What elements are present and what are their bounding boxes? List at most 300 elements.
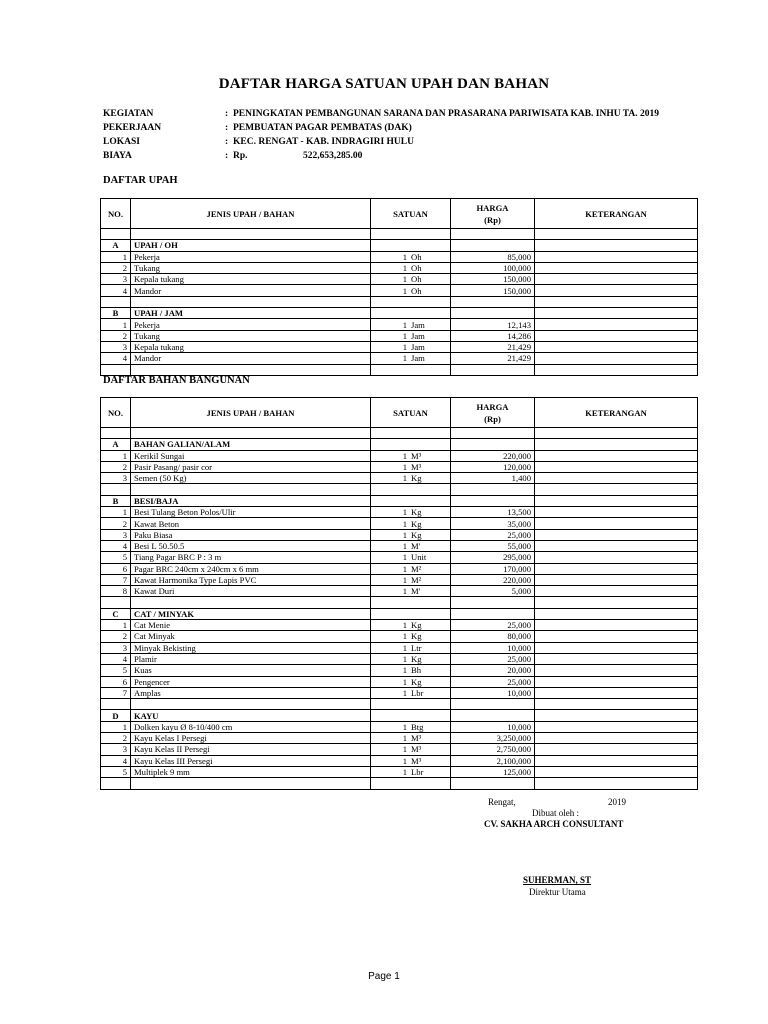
item-no: 5 bbox=[101, 766, 131, 777]
item-name: Tukang bbox=[131, 330, 371, 341]
blank-cell bbox=[101, 229, 131, 240]
blank-cell bbox=[371, 439, 451, 450]
blank-cell bbox=[535, 699, 698, 710]
blank-row bbox=[101, 229, 698, 240]
blank-cell bbox=[131, 229, 371, 240]
info-colon: : bbox=[225, 123, 229, 133]
item-keterangan bbox=[535, 721, 698, 732]
item-name: Kerikil Sungai bbox=[131, 450, 371, 461]
section-name: BAHAN GALIAN/ALAM bbox=[131, 439, 371, 450]
header-no: NO. bbox=[101, 398, 131, 428]
item-no: 6 bbox=[101, 676, 131, 687]
blank-cell bbox=[451, 296, 535, 307]
item-price: 10,000 bbox=[451, 721, 535, 732]
blank-cell bbox=[371, 428, 451, 439]
item-no: 3 bbox=[101, 274, 131, 285]
item-no: 3 bbox=[101, 473, 131, 484]
blank-cell bbox=[371, 699, 451, 710]
header-jenis: JENIS UPAH / BAHAN bbox=[131, 398, 371, 428]
document-title: DAFTAR HARGA SATUAN UPAH DAN BAHAN bbox=[218, 76, 550, 92]
item-satuan bbox=[371, 262, 451, 273]
table-row bbox=[101, 552, 698, 563]
item-price: 10,000 bbox=[451, 642, 535, 653]
item-no: 2 bbox=[101, 330, 131, 341]
item-no: 3 bbox=[101, 642, 131, 653]
section-name: UPAH / JAM bbox=[131, 308, 371, 319]
item-name: Minyak Bekisting bbox=[131, 642, 371, 653]
item-keterangan bbox=[535, 507, 698, 518]
header-harga bbox=[451, 199, 535, 229]
item-name: Kawat Duri bbox=[131, 586, 371, 597]
item-no: 3 bbox=[101, 529, 131, 540]
item-no: 1 bbox=[101, 620, 131, 631]
header-harga-label: HARGA bbox=[476, 202, 509, 213]
item-keterangan bbox=[535, 262, 698, 273]
item-keterangan bbox=[535, 450, 698, 461]
item-price: 85,000 bbox=[451, 251, 535, 262]
item-no: 7 bbox=[101, 574, 131, 585]
item-unit: M' bbox=[411, 541, 421, 552]
item-price: 13,500 bbox=[451, 507, 535, 518]
blank-cell bbox=[131, 699, 371, 710]
item-keterangan bbox=[535, 461, 698, 472]
item-price: 5,000 bbox=[451, 586, 535, 597]
item-keterangan bbox=[535, 676, 698, 687]
item-satuan bbox=[371, 461, 451, 472]
item-unit: Oh bbox=[411, 251, 422, 262]
item-no: 4 bbox=[101, 653, 131, 664]
header-keterangan: KETERANGAN bbox=[535, 398, 698, 428]
item-price: 2,100,000 bbox=[451, 755, 535, 766]
blank-cell bbox=[131, 364, 371, 375]
item-name: Semen (50 Kg) bbox=[131, 473, 371, 484]
section-code: A bbox=[101, 240, 131, 251]
table-row bbox=[101, 251, 698, 262]
item-satuan bbox=[371, 251, 451, 262]
item-satuan bbox=[371, 676, 451, 687]
item-keterangan bbox=[535, 540, 698, 551]
blank-cell bbox=[535, 495, 698, 506]
item-price: 55,000 bbox=[451, 540, 535, 551]
item-qty: 1 bbox=[402, 353, 407, 364]
item-no: 1 bbox=[101, 319, 131, 330]
header-satuan: SATUAN bbox=[371, 398, 451, 428]
table-row bbox=[101, 620, 698, 631]
section-code: B bbox=[101, 308, 131, 319]
item-unit: Oh bbox=[411, 274, 422, 285]
info-value: Rp. bbox=[233, 151, 248, 161]
item-keterangan bbox=[535, 330, 698, 341]
item-keterangan bbox=[535, 341, 698, 352]
table-row bbox=[101, 262, 698, 273]
item-unit: Jam bbox=[411, 342, 425, 353]
table-row bbox=[101, 574, 698, 585]
item-qty: 1 bbox=[402, 450, 407, 461]
item-keterangan bbox=[535, 665, 698, 676]
blank-cell bbox=[371, 308, 451, 319]
table-row bbox=[101, 676, 698, 687]
item-keterangan bbox=[535, 687, 698, 698]
blank-cell bbox=[451, 597, 535, 608]
item-qty: 1 bbox=[402, 744, 407, 755]
sign-company: CV. SAKHA ARCH CONSULTANT bbox=[484, 819, 624, 829]
blank-cell bbox=[101, 484, 131, 495]
section-name: KAYU bbox=[131, 710, 371, 721]
table-row bbox=[101, 653, 698, 664]
item-no: 3 bbox=[101, 744, 131, 755]
blank-cell bbox=[451, 428, 535, 439]
item-keterangan bbox=[535, 529, 698, 540]
item-price: 170,000 bbox=[451, 563, 535, 574]
item-qty: 1 bbox=[402, 462, 407, 473]
blank-cell bbox=[535, 439, 698, 450]
table-row bbox=[101, 353, 698, 364]
item-no: 1 bbox=[101, 450, 131, 461]
blank-cell bbox=[535, 240, 698, 251]
blank-cell bbox=[371, 484, 451, 495]
item-satuan bbox=[371, 653, 451, 664]
item-unit: Kg bbox=[411, 529, 422, 540]
info-value: PENINGKATAN PEMBANGUNAN SARANA DAN PRASARANA PARIWISATA KAB. INHU TA. 2019 bbox=[233, 109, 660, 119]
item-price: 10,000 bbox=[451, 687, 535, 698]
item-qty: 1 bbox=[402, 687, 407, 698]
item-name: Kayu Kelas III Persegi bbox=[131, 755, 371, 766]
blank-cell bbox=[101, 778, 131, 789]
blank-cell bbox=[451, 229, 535, 240]
item-unit: Kg bbox=[411, 473, 422, 484]
item-keterangan bbox=[535, 586, 698, 597]
table-row bbox=[101, 285, 698, 296]
item-satuan bbox=[371, 755, 451, 766]
sign-made-by: Dibuat oleh : bbox=[532, 808, 579, 818]
table-row bbox=[101, 766, 698, 777]
section-code: C bbox=[101, 608, 131, 619]
item-satuan bbox=[371, 330, 451, 341]
blank-cell bbox=[451, 495, 535, 506]
item-qty: 1 bbox=[402, 285, 407, 296]
blank-cell bbox=[451, 439, 535, 450]
item-keterangan bbox=[535, 274, 698, 285]
blank-row bbox=[101, 428, 698, 439]
info-colon: : bbox=[225, 137, 229, 147]
item-name: Pagar BRC 240cm x 240cm x 6 mm bbox=[131, 563, 371, 574]
blank-cell bbox=[451, 308, 535, 319]
info-label: LOKASI bbox=[103, 137, 140, 147]
blank-cell bbox=[101, 597, 131, 608]
section-row bbox=[101, 308, 698, 319]
item-unit: Oh bbox=[411, 263, 422, 274]
table-row bbox=[101, 274, 698, 285]
header-satuan: SATUAN bbox=[371, 199, 451, 229]
item-qty: 1 bbox=[402, 319, 407, 330]
item-name: Pekerja bbox=[131, 251, 371, 262]
item-name: Mandor bbox=[131, 353, 371, 364]
section-name: CAT / MINYAK bbox=[131, 608, 371, 619]
item-name: Cat Minyak bbox=[131, 631, 371, 642]
item-price: 220,000 bbox=[451, 450, 535, 461]
item-unit: M² bbox=[411, 575, 422, 585]
blank-cell bbox=[101, 428, 131, 439]
item-satuan bbox=[371, 687, 451, 698]
header-no: NO. bbox=[101, 199, 131, 229]
item-no: 4 bbox=[101, 540, 131, 551]
item-price: 150,000 bbox=[451, 274, 535, 285]
item-satuan bbox=[371, 341, 451, 352]
blank-cell bbox=[371, 608, 451, 619]
item-price: 21,429 bbox=[451, 341, 535, 352]
item-unit: Kg bbox=[411, 676, 422, 687]
item-qty: 1 bbox=[402, 552, 407, 563]
section-code: D bbox=[101, 710, 131, 721]
blank-row bbox=[101, 778, 698, 789]
item-name: Kuas bbox=[131, 665, 371, 676]
item-keterangan bbox=[535, 744, 698, 755]
section-row bbox=[101, 710, 698, 721]
section-name: BESI/BAJA bbox=[131, 495, 371, 506]
table-row bbox=[101, 755, 698, 766]
item-keterangan bbox=[535, 285, 698, 296]
table-row bbox=[101, 473, 698, 484]
item-no: 5 bbox=[101, 665, 131, 676]
item-price: 220,000 bbox=[451, 574, 535, 585]
item-price: 35,000 bbox=[451, 518, 535, 529]
blank-cell bbox=[371, 364, 451, 375]
blank-cell bbox=[101, 364, 131, 375]
item-price: 25,000 bbox=[451, 529, 535, 540]
sign-position: Direktur Utama bbox=[529, 887, 586, 897]
item-no: 2 bbox=[101, 518, 131, 529]
item-no: 2 bbox=[101, 631, 131, 642]
item-no: 2 bbox=[101, 461, 131, 472]
blank-cell bbox=[535, 710, 698, 721]
item-satuan bbox=[371, 450, 451, 461]
item-satuan bbox=[371, 642, 451, 653]
item-unit: Bh bbox=[411, 665, 422, 676]
item-keterangan bbox=[535, 766, 698, 777]
section-code: B bbox=[101, 495, 131, 506]
header-keterangan: KETERANGAN bbox=[535, 199, 698, 229]
item-name: Multiplek 9 mm bbox=[131, 766, 371, 777]
blank-row bbox=[101, 296, 698, 307]
item-no: 1 bbox=[101, 721, 131, 732]
blank-cell bbox=[131, 428, 371, 439]
item-qty: 1 bbox=[402, 541, 407, 552]
item-keterangan bbox=[535, 563, 698, 574]
item-keterangan bbox=[535, 755, 698, 766]
blank-cell bbox=[371, 597, 451, 608]
table-header-row bbox=[101, 199, 698, 229]
info-label: BIAYA bbox=[103, 151, 132, 161]
item-name: Besi L 50.50.5 bbox=[131, 540, 371, 551]
header-harga-unit: (Rp) bbox=[484, 413, 501, 424]
item-no: 7 bbox=[101, 687, 131, 698]
item-qty: 1 bbox=[402, 631, 407, 642]
item-name: Kayu Kelas II Persegi bbox=[131, 744, 371, 755]
item-name: Paku Biasa bbox=[131, 529, 371, 540]
item-no: 4 bbox=[101, 353, 131, 364]
item-satuan bbox=[371, 631, 451, 642]
item-satuan bbox=[371, 574, 451, 585]
item-price: 295,000 bbox=[451, 552, 535, 563]
item-qty: 1 bbox=[402, 507, 407, 518]
blank-row bbox=[101, 364, 698, 375]
table-row bbox=[101, 687, 698, 698]
item-no: 2 bbox=[101, 733, 131, 744]
item-satuan bbox=[371, 507, 451, 518]
blank-cell bbox=[451, 778, 535, 789]
item-satuan bbox=[371, 665, 451, 676]
item-qty: 1 bbox=[402, 575, 407, 585]
item-keterangan bbox=[535, 642, 698, 653]
item-price: 1,400 bbox=[451, 473, 535, 484]
item-name: Besi Tulang Beton Polos/Ulir bbox=[131, 507, 371, 518]
table-row bbox=[101, 450, 698, 461]
item-unit: Kg bbox=[411, 518, 422, 529]
item-unit: M³ bbox=[411, 450, 422, 461]
item-unit: Lbr bbox=[411, 767, 424, 778]
header-jenis: JENIS UPAH / BAHAN bbox=[131, 199, 371, 229]
item-qty: 1 bbox=[402, 733, 407, 744]
blank-cell bbox=[131, 296, 371, 307]
item-name: Plamir bbox=[131, 653, 371, 664]
item-satuan bbox=[371, 540, 451, 551]
item-satuan bbox=[371, 766, 451, 777]
item-keterangan bbox=[535, 620, 698, 631]
item-unit: Unit bbox=[411, 552, 427, 563]
table-row bbox=[101, 631, 698, 642]
blank-cell bbox=[535, 608, 698, 619]
blank-row bbox=[101, 597, 698, 608]
item-name: Amplas bbox=[131, 687, 371, 698]
blank-row bbox=[101, 699, 698, 710]
item-keterangan bbox=[535, 733, 698, 744]
blank-cell bbox=[131, 484, 371, 495]
info-label: KEGIATAN bbox=[103, 109, 154, 119]
item-name: Kayu Kelas I Persegi bbox=[131, 733, 371, 744]
table-row bbox=[101, 744, 698, 755]
table-row bbox=[101, 642, 698, 653]
item-unit: M³ bbox=[411, 755, 422, 766]
page-number: Page 1 bbox=[368, 971, 400, 982]
item-price: 14,286 bbox=[451, 330, 535, 341]
blank-cell bbox=[371, 229, 451, 240]
item-unit: Oh bbox=[411, 285, 422, 296]
blank-cell bbox=[535, 484, 698, 495]
item-name: Kepala tukang bbox=[131, 274, 371, 285]
table-row bbox=[101, 341, 698, 352]
section-code: A bbox=[101, 439, 131, 450]
item-keterangan bbox=[535, 473, 698, 484]
item-satuan bbox=[371, 319, 451, 330]
item-satuan bbox=[371, 473, 451, 484]
item-qty: 1 bbox=[402, 518, 407, 529]
blank-cell bbox=[451, 364, 535, 375]
info-value: KEC. RENGAT - KAB. INDRAGIRI HULU bbox=[233, 137, 414, 147]
item-name: Tukang bbox=[131, 262, 371, 273]
item-satuan bbox=[371, 744, 451, 755]
item-qty: 1 bbox=[402, 330, 407, 341]
item-unit: M³ bbox=[411, 733, 422, 744]
section-row bbox=[101, 439, 698, 450]
table-header-row bbox=[101, 398, 698, 428]
blank-row bbox=[101, 484, 698, 495]
item-unit: Jam bbox=[411, 353, 425, 364]
item-qty: 1 bbox=[402, 755, 407, 766]
bahan-table bbox=[100, 397, 698, 790]
section-row bbox=[101, 240, 698, 251]
daftar-upah-title: DAFTAR UPAH bbox=[103, 175, 178, 186]
table-row bbox=[101, 563, 698, 574]
item-satuan bbox=[371, 274, 451, 285]
item-price: 2,750,000 bbox=[451, 744, 535, 755]
item-name: Kawat Harmonika Type Lapis PVC bbox=[131, 574, 371, 585]
blank-cell bbox=[371, 296, 451, 307]
table-row bbox=[101, 540, 698, 551]
info-colon: : bbox=[225, 151, 229, 161]
item-qty: 1 bbox=[402, 251, 407, 262]
blank-cell bbox=[371, 240, 451, 251]
item-price: 25,000 bbox=[451, 620, 535, 631]
item-name: Kawat Beton bbox=[131, 518, 371, 529]
table-row bbox=[101, 461, 698, 472]
item-unit: Jam bbox=[411, 319, 425, 330]
item-qty: 1 bbox=[402, 767, 407, 778]
item-price: 25,000 bbox=[451, 676, 535, 687]
item-unit: Kg bbox=[411, 620, 422, 631]
item-keterangan bbox=[535, 353, 698, 364]
table-row bbox=[101, 665, 698, 676]
table-row bbox=[101, 330, 698, 341]
item-price: 20,000 bbox=[451, 665, 535, 676]
item-unit: Ltr bbox=[411, 642, 422, 653]
info-colon: : bbox=[225, 109, 229, 119]
blank-cell bbox=[131, 597, 371, 608]
item-no: 6 bbox=[101, 563, 131, 574]
item-unit: Lbr bbox=[411, 687, 424, 698]
sign-place: Rengat, bbox=[488, 797, 516, 807]
item-unit: Kg bbox=[411, 631, 422, 642]
item-unit: Kg bbox=[411, 507, 422, 518]
blank-cell bbox=[535, 308, 698, 319]
item-price: 3,250,000 bbox=[451, 733, 535, 744]
item-no: 3 bbox=[101, 341, 131, 352]
item-no: 4 bbox=[101, 755, 131, 766]
blank-cell bbox=[535, 364, 698, 375]
blank-cell bbox=[101, 699, 131, 710]
blank-cell bbox=[101, 296, 131, 307]
blank-cell bbox=[451, 240, 535, 251]
blank-cell bbox=[451, 608, 535, 619]
header-harga-label: HARGA bbox=[476, 401, 509, 412]
item-keterangan bbox=[535, 251, 698, 262]
item-unit: Kg bbox=[411, 654, 422, 665]
item-qty: 1 bbox=[402, 586, 407, 597]
blank-cell bbox=[131, 778, 371, 789]
section-row bbox=[101, 608, 698, 619]
item-price: 150,000 bbox=[451, 285, 535, 296]
item-qty: 1 bbox=[402, 263, 407, 274]
item-price: 125,000 bbox=[451, 766, 535, 777]
item-unit: M' bbox=[411, 586, 421, 597]
item-satuan bbox=[371, 552, 451, 563]
item-qty: 1 bbox=[402, 342, 407, 353]
item-unit: M² bbox=[411, 563, 422, 574]
item-qty: 1 bbox=[402, 529, 407, 540]
item-qty: 1 bbox=[402, 642, 407, 653]
item-unit: Btg bbox=[411, 721, 424, 732]
item-satuan bbox=[371, 529, 451, 540]
table-row bbox=[101, 529, 698, 540]
